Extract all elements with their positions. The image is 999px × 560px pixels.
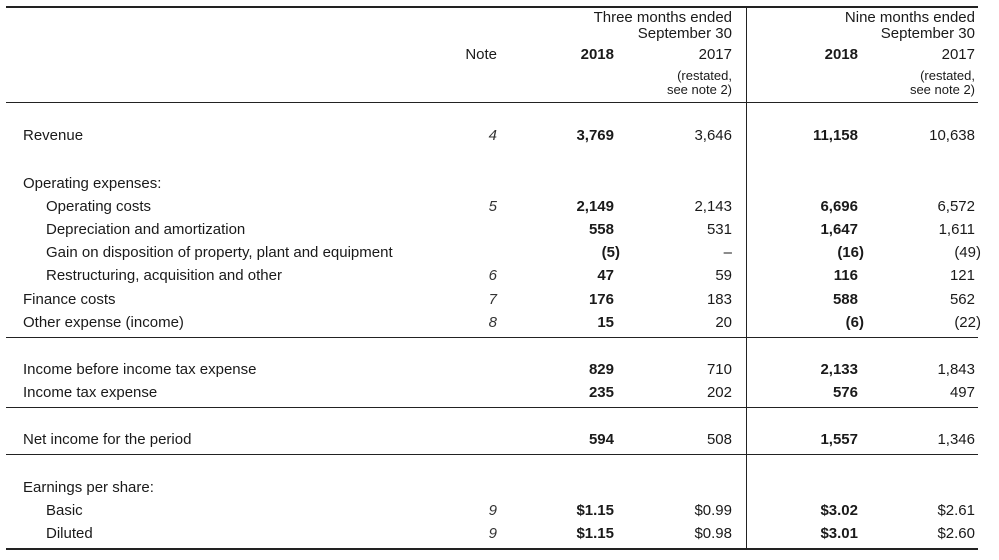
n2017-net-income: 1,346 [937, 431, 975, 448]
q2018-income-before-tax: 829 [588, 361, 614, 378]
n2018-net-income: 1,557 [820, 431, 858, 448]
q2018-depreciation: 558 [588, 221, 614, 238]
n2017-depreciation: 1,611 [938, 221, 975, 238]
note-restructuring: 6 [488, 267, 497, 284]
q2017-finance-costs: 183 [706, 291, 732, 308]
row-label-operating-costs: Operating costs [46, 198, 152, 215]
q-2018-header: 2018 [580, 46, 614, 63]
q2017-diluted: $0.98 [694, 525, 732, 542]
row-label-restructuring: Restructuring, acquisition and other [46, 267, 282, 284]
row-label-basic: Basic [46, 502, 83, 519]
top-rule [6, 6, 978, 8]
note-column-header: Note [465, 46, 497, 63]
n2018-income-before-tax: 2,133 [820, 361, 858, 378]
note-revenue: 4 [488, 127, 497, 144]
n2018-diluted: $3.01 [820, 525, 858, 542]
header-rule [6, 102, 978, 103]
nine-months-heading [845, 10, 975, 42]
row-label-net-income: Net income for the period [23, 431, 192, 448]
n-restated-line2: see note 2) [909, 82, 975, 97]
n2017-basic: $2.61 [937, 502, 975, 519]
row-label-finance-costs: Finance costs [23, 291, 116, 308]
q2018-net-income: 594 [588, 431, 614, 448]
q2017-restructuring: 59 [715, 267, 732, 284]
three-months-heading [594, 10, 732, 42]
n-restated-line1: (restated, [920, 68, 975, 83]
n2017-finance-costs: 562 [949, 291, 975, 308]
q2017-basic: $0.99 [694, 502, 732, 519]
row-label-operating-expenses: Operating expenses: [23, 175, 162, 192]
n2017-other-expense: (22) [954, 314, 981, 331]
three-months-line2: September 30 [637, 25, 732, 42]
n2018-gain-disposition: (16) [837, 244, 864, 261]
n2017-income-tax: 497 [949, 384, 975, 401]
row-label-gain-disposition: Gain on disposition of property, plant and equipment [46, 244, 393, 261]
q-restated-line2: see note 2) [666, 82, 732, 97]
n2018-restructuring: 116 [833, 267, 858, 284]
row-label-other-expense: Other expense (income) [23, 314, 184, 331]
n2017-gain-disposition: (49) [954, 244, 981, 261]
q2017-revenue: 3,646 [694, 127, 732, 144]
n-2017-header: 2017 [941, 46, 975, 63]
note-operating-costs: 5 [488, 198, 497, 215]
row-label-income-before-tax: Income before income tax expense [23, 361, 257, 378]
n2017-restructuring: 121 [949, 267, 975, 284]
q2018-diluted: $1.15 [576, 525, 614, 542]
row-label-diluted: Diluted [46, 525, 93, 542]
q-2017-restated-note [667, 69, 732, 97]
n2018-other-expense: (6) [845, 314, 864, 331]
subtotal-rule-3 [6, 454, 978, 455]
n2018-revenue: 11,158 [812, 127, 858, 144]
q2018-operating-costs: 2,149 [576, 198, 614, 215]
q2017-other-expense: 20 [715, 314, 732, 331]
row-label-revenue: Revenue [23, 127, 84, 144]
nine-months-line2: September 30 [880, 25, 975, 42]
n2018-income-tax: 576 [832, 384, 858, 401]
note-other-expense: 8 [488, 314, 497, 331]
row-label-eps: Earnings per share: [23, 479, 154, 496]
row-label-depreciation: Depreciation and amortization [46, 221, 246, 238]
n2017-income-before-tax: 1,843 [937, 361, 975, 378]
n2018-depreciation: 1,647 [820, 221, 858, 238]
note-basic: 9 [488, 502, 497, 519]
row-label-income-tax: Income tax expense [23, 384, 158, 401]
q2018-basic: $1.15 [576, 502, 614, 519]
n2017-operating-costs: 6,572 [937, 198, 975, 215]
bottom-rule [6, 548, 978, 550]
subtotal-rule-2 [6, 407, 978, 408]
n2018-finance-costs: 588 [832, 291, 858, 308]
q2017-operating-costs: 2,143 [694, 198, 732, 215]
note-finance-costs: 7 [488, 291, 497, 308]
q2017-income-before-tax: 710 [706, 361, 732, 378]
n-2018-header: 2018 [824, 46, 858, 63]
nine-months-line1: Nine months ended [844, 9, 975, 26]
note-diluted: 9 [488, 525, 497, 542]
q2017-gain-disposition: – [723, 244, 732, 261]
q2018-other-expense: 15 [597, 314, 614, 331]
q2018-income-tax: 235 [588, 384, 614, 401]
q2017-net-income: 508 [706, 431, 732, 448]
n-2017-restated-note [910, 69, 975, 97]
q2018-gain-disposition: (5) [601, 244, 620, 261]
q2018-finance-costs: 176 [588, 291, 614, 308]
q2017-income-tax: 202 [706, 384, 732, 401]
n2017-revenue: 10,638 [929, 127, 975, 144]
n2018-operating-costs: 6,696 [820, 198, 858, 215]
period-divider [746, 6, 747, 550]
n2017-diluted: $2.60 [937, 525, 975, 542]
three-months-line1: Three months ended [593, 9, 732, 26]
q-2017-header: 2017 [698, 46, 732, 63]
n2018-basic: $3.02 [820, 502, 858, 519]
q2017-depreciation: 531 [706, 221, 732, 238]
q2018-restructuring: 47 [597, 267, 614, 284]
q2018-revenue: 3,769 [576, 127, 614, 144]
subtotal-rule-1 [6, 337, 978, 338]
q-restated-line1: (restated, [677, 68, 732, 83]
